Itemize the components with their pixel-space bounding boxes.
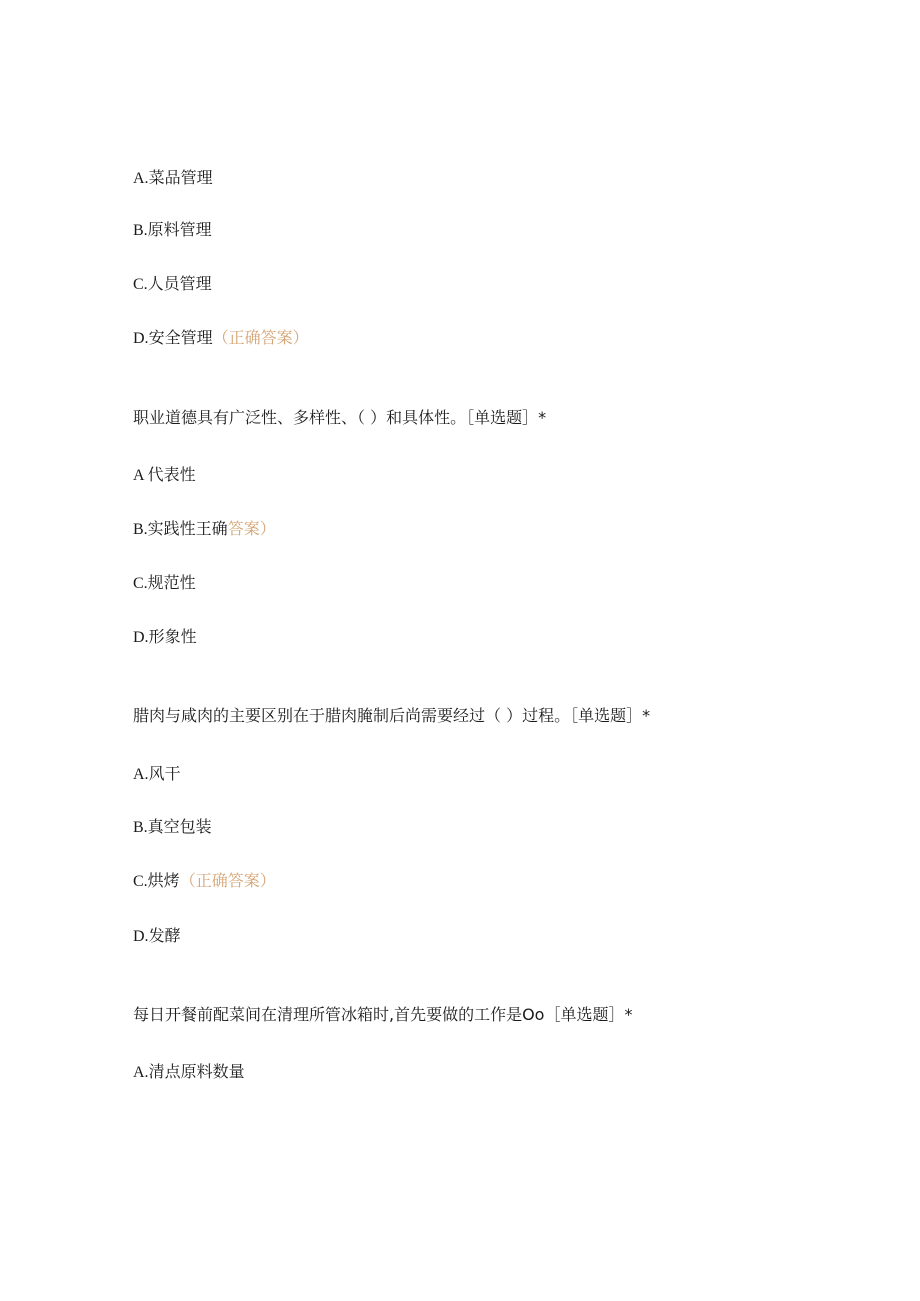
option-a [133,167,213,189]
option-text: 实践性王确 [147,519,228,538]
option-b [133,816,212,838]
option-letter: C. [133,575,148,592]
option-a [133,464,196,486]
option-letter: B. [133,819,148,836]
option-c [133,870,276,892]
option-letter: A. [133,766,149,783]
option-letter: D. [133,928,149,945]
option-text: 真空包装 [147,817,212,836]
option-letter: A. [133,170,149,187]
option-text: 形象性 [148,627,197,646]
question-text: 腊肉与咸肉的主要区别在于腊肉腌制后尚需要经过（ ）过程。［单选题］* [133,706,651,725]
option-text: 发酵 [148,926,181,945]
correct-answer-tag: （正确答案） [179,871,276,890]
option-c [133,572,196,594]
option-text: 安全管理 [148,328,213,347]
option-letter: B. [133,521,148,538]
question-text: 职业道德具有广泛性、多样性、（ ）和具体性。［单选题］* [133,408,547,427]
correct-answer-tag: 答案） [227,519,276,538]
option-letter: C. [133,276,148,293]
question-text: 每日开餐前配菜间在清理所管冰箱时,首先要做的工作是Oo［单选题］* [133,1005,633,1024]
option-d [133,925,181,947]
option-letter: B. [133,222,148,239]
option-letter: D. [133,629,149,646]
option-b [133,219,212,241]
option-a [133,1061,245,1083]
option-letter: D. [133,330,149,347]
option-text: 风干 [148,764,181,783]
option-text: 人员管理 [147,274,212,293]
option-text: 菜品管理 [148,168,213,187]
option-letter: A. [133,1064,149,1081]
option-text: 原料管理 [147,220,212,239]
option-text: 规范性 [147,573,196,592]
option-d [133,327,309,349]
option-text: 清点原料数量 [148,1062,245,1081]
option-text: 烘烤 [147,871,180,890]
option-c [133,273,212,295]
option-letter: A [133,467,148,484]
option-letter: C. [133,873,148,890]
option-d [133,626,197,648]
correct-answer-tag: （正确答案） [212,328,309,347]
option-b [133,518,276,540]
option-text: 代表性 [147,465,196,484]
option-a [133,763,181,785]
